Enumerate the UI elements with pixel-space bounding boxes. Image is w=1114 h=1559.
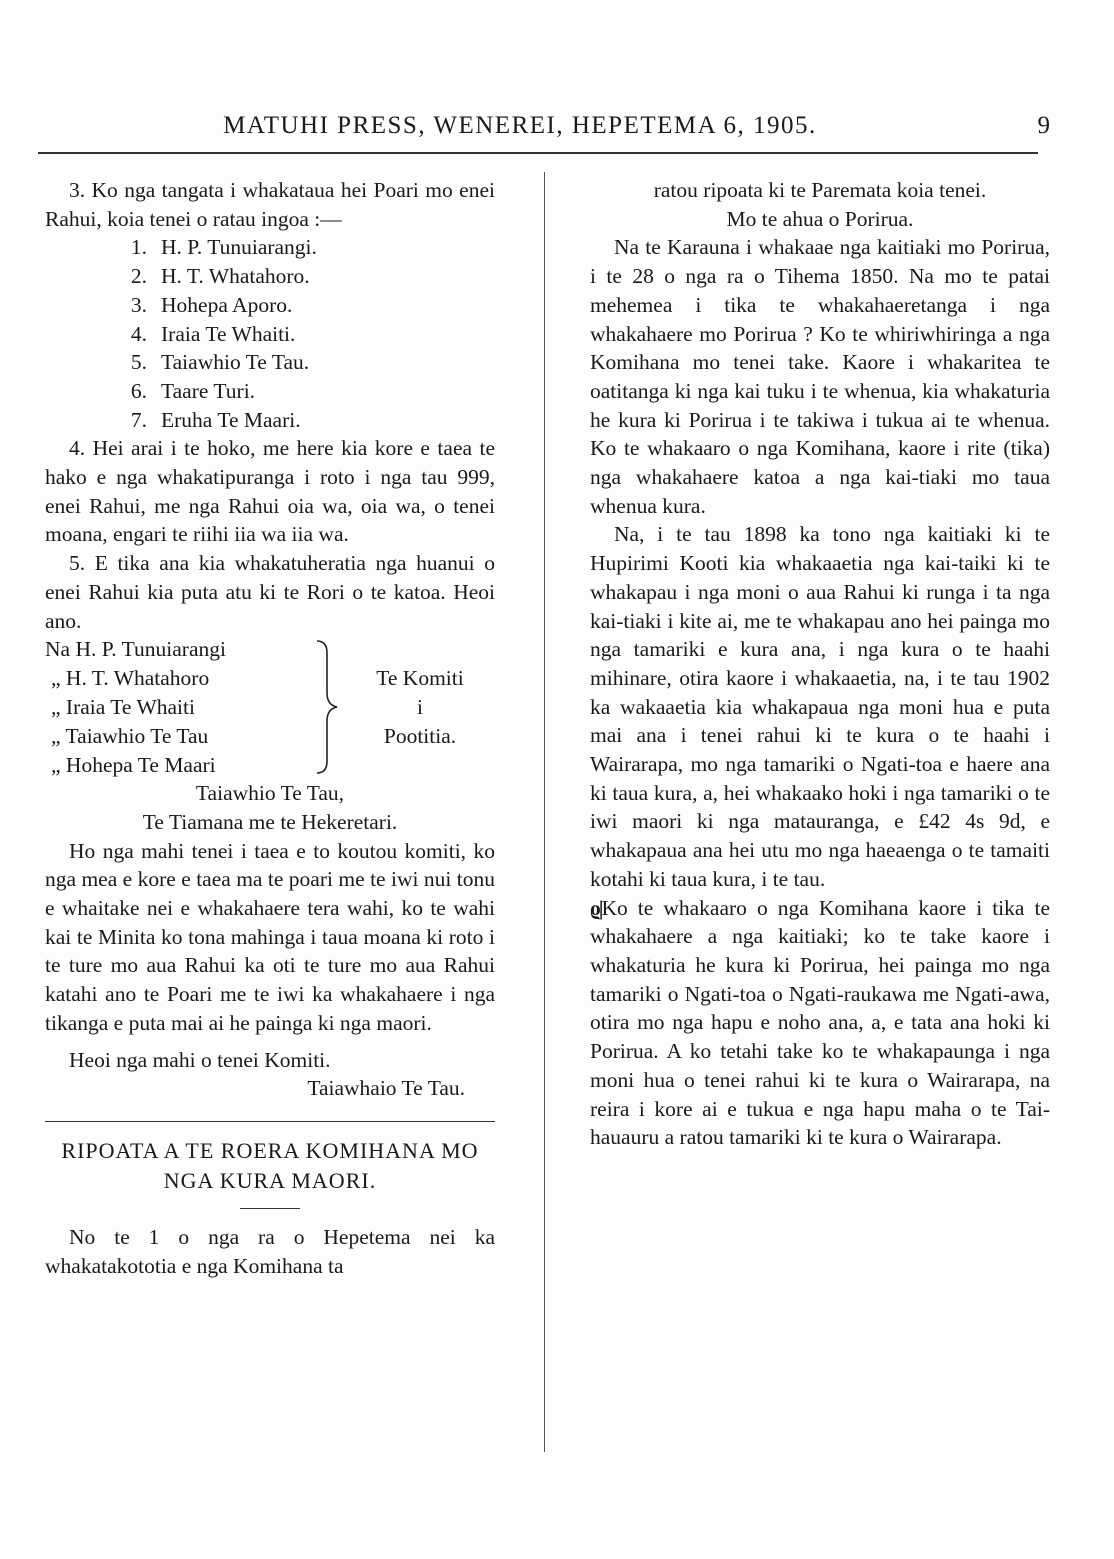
short-divider [240, 1208, 300, 1209]
signer-name: „ Iraia Te Whaiti [51, 695, 195, 720]
list-item: 5. Taiawhio Te Tau. [130, 350, 310, 375]
porirua-paragraph-2: Na, i te tau 1898 ka tono nga kaitiaki ki te Hupirimi Kooti kia whakaaetia nga kai-taiki ki te whakapau i nga moni o aua Rahui ki runga i ta nga kai-tiaki i kite ai, me te whakapau ano hei painga mo nga tamariki e kura ana, i nga kura o te haahi mihinare, otira kaore i whakaaetia, na, i te tau 1902 ka wakaaetia kia whakapaua nga moni hua e puta mai ana i tenei rahui ki te kura o te haahi i Wairarapa, mo nga tamariki o Ngati-toa e haere ana ki taua kura, a, hei whakaako hoki i nga tamariki o te iwi maori ki nga matauranga, e £42 4s 9d, e whakapaua ana hei utu mo nga haeaenga o te tamaiti kotahi ki taua kura, i te tau. [590, 522, 1050, 891]
item-5-paragraph: 5. E tika ana kia whakatuheratia nga huanui o enei Rahui kia puta atu ki te Rori o te katoa. Heoi ano. [45, 551, 495, 633]
page-number: 9 [1037, 112, 1050, 139]
list-item: 7. Eruha Te Maari. [130, 407, 301, 432]
signature-name: Taiawhio Te Tau, [195, 781, 345, 806]
continued-line: ratou ripoata ki te Paremata koia tenei. [653, 178, 987, 202]
item-3-paragraph: 3. Ko nga tangata i whakataua hei Poari mo enei Rahui, koia tenei o ratau ingoa :— [45, 178, 495, 231]
list-item: 2. H. T. Whatahoro. [130, 264, 310, 289]
list-item: 4. Iraia Te Whaiti. [130, 321, 296, 346]
list-item: 3. Hohepa Aporo. [130, 292, 293, 317]
signer-name: „ Hohepa Te Maari [51, 753, 216, 778]
section-intro-paragraph: No te 1 o nga ra o Hepetema nei ka whakatakototia e nga Komihana ta [45, 1224, 495, 1278]
committee-label: Te Komiti [376, 666, 464, 691]
left-column [45, 176, 495, 1280]
board-members-list [45, 233, 495, 434]
page-header [40, 112, 1070, 152]
curly-brace-icon [315, 635, 341, 779]
closing-signature: Taiawhaio Te Tau. [307, 1076, 465, 1101]
signer-name: „ Taiawhio Te Tau [51, 724, 209, 749]
right-column [590, 176, 1050, 1152]
committee-signatories [45, 635, 495, 779]
porirua-paragraph-1: Na te Karauna i whakaae nga kaitiaki mo Porirua, i te 28 o nga ra o Tihema 1850. Na mo te patai mehemea i tika te whakahaeretanga i nga whakahaere mo Porirua ? Ko te whiriwhiringa a nga Komihana mo tenei take. Kaore i whakaritea te oatitanga ki nga kai tuku i te whenua, kia whakaturia he kura ki Porirua i te takiwa i tukua ai te whenua. Ko te whakaaro o nga Komihana, kaore i rite (tika) nga whakahaere katoa a nga kai-tiaki mo taua whenua kura. [590, 235, 1050, 518]
committee-label: Pootitia. [383, 724, 457, 749]
column-divider [544, 172, 545, 1452]
section-title: RIPOATA A TE ROERA KOMIHANA MO NGA KURA MAORI. [61, 1137, 479, 1193]
signature-role: Te Tiamana me te Hekeretari. [142, 809, 398, 834]
committee-label: i [417, 695, 423, 720]
porirua-paragraph-3: ϱ|Ko te whakaaro o nga Komihana kaore i tika te whakahaere a nga kaitiaki; ko te take kaore i whakaturia he kura ki Porirua, hei painga mo nga tamariki o Ngati-toa o Ngati-raukawa me Ngati-awa, otira mo nga hapu e noho ana, a, e tata ana hoki ki Porirua. A ko tetahi take ko te whakapaunga i nga moni hua o tenei rahui ki te kura o Wairarapa, na reira i kore ai e tukua e nga hapu maha o te Tai-hauauru a ratou tamariki ki te kura o Wairarapa. [590, 895, 1050, 1150]
item-4-paragraph: 4. Hei arai i te hoko, me here kia kore e taea te hako e nga whakatipuranga i roto i nga tau 999, enei Rahui, me nga Rahui oia wa, oia wa, o tenei moana, engari te riihi iia wa iia wa. [45, 436, 495, 547]
closing-line: Heoi nga mahi o tenei Komiti. [69, 1047, 331, 1072]
paragraph-mark: ϱ| [590, 895, 602, 920]
committee-work-paragraph: Ho nga mahi tenei i taea e to koutou komiti, ko nga mea e kore e taea ma te poari me te iwi nui tonu e whaitake nei e whakahaere tera wahi, ko te wahi kai te Minita ko tona mahinga i taua moana ki roto i te ture mo aua Rahui ka oti te ture mo aua Rahui katahi ano te Poari me te iwi ka whakahaere i nga tikanga e puta mai ai he painga ki nga maori. [45, 838, 495, 1035]
list-item: 6. Taare Turi. [130, 378, 256, 403]
signer-name: „ H. T. Whatahoro [51, 666, 210, 691]
header-title: MATUHI PRESS, WENEREI, HEPETEMA 6, 1905. [223, 112, 817, 139]
signer-name: Na H. P. Tunuiarangi [45, 637, 226, 662]
subheading: Mo te ahua o Porirua. [726, 206, 914, 231]
list-item: 1. H. P. Tunuiarangi. [130, 235, 317, 260]
header-rule [38, 152, 1038, 154]
section-divider [45, 1121, 495, 1122]
